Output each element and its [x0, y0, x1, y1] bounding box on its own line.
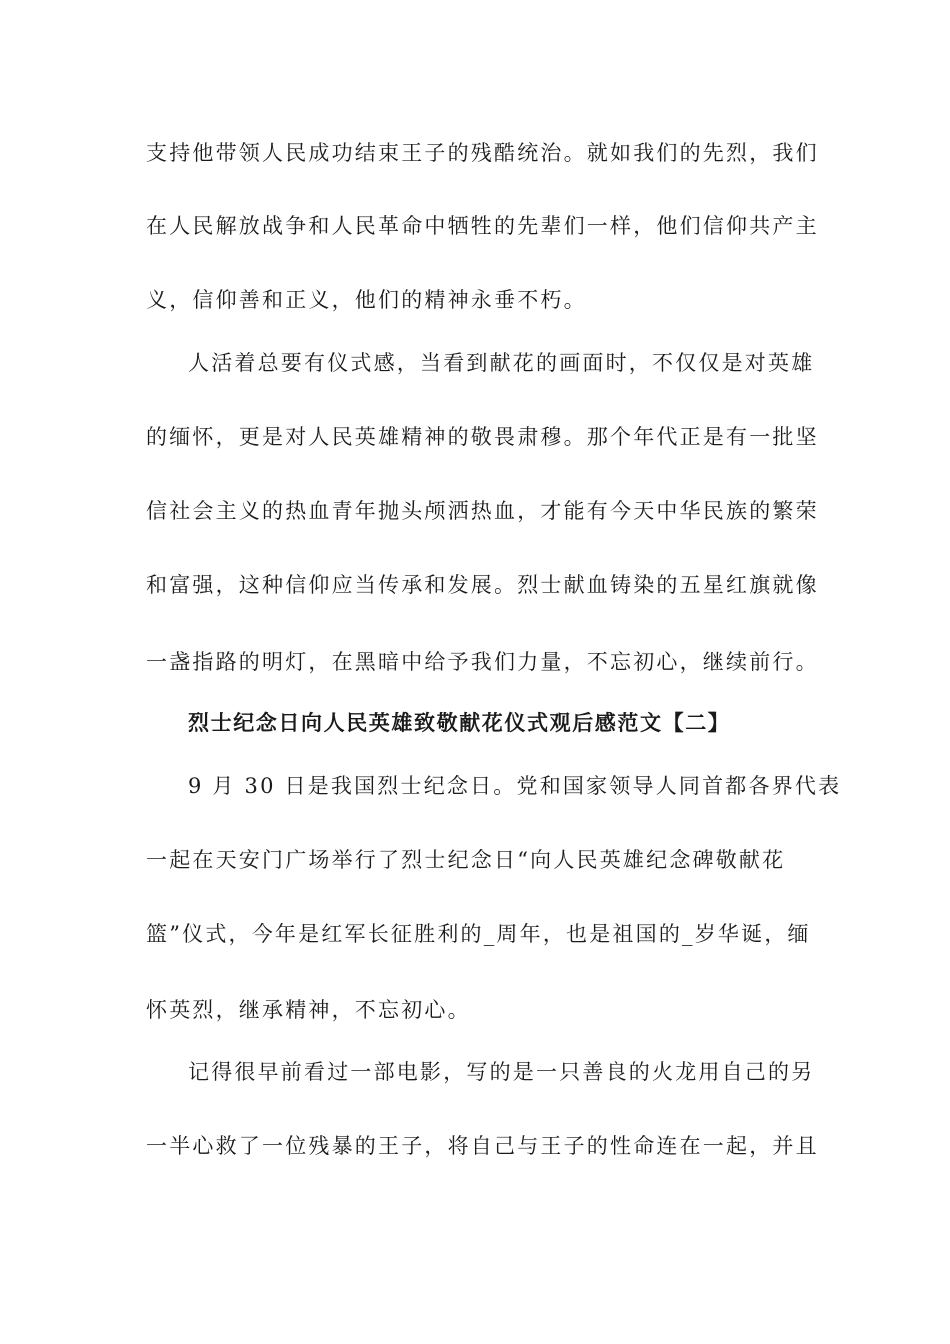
paragraph-line: 信社会主义的热血青年抛头颅洒热血，才能有今天中华民族的繁荣	[146, 499, 819, 523]
section-heading: 烈士纪念日向人民英雄致敬献花仪式观后感范文【二】	[188, 710, 731, 735]
paragraph-line: 篮”仪式，今年是红军长征胜利的_周年，也是祖国的_岁华诞，缅	[146, 922, 811, 946]
paragraph-line: 在人民解放战争和人民革命中牺牲的先辈们一样，他们信仰共产主	[146, 214, 819, 238]
paragraph-line: 一盏指路的明灯，在黑暗中给予我们力量，不忘初心，继续前行。	[146, 650, 819, 674]
paragraph-line: 的缅怀，更是对人民英雄精神的敬畏肃穆。那个年代正是有一批坚	[146, 425, 819, 449]
paragraph-line: 和富强，这种信仰应当传承和发展。烈士献血铸染的五星红旗就像	[146, 573, 819, 597]
paragraph-line: 9 月 30 日是我国烈士纪念日。党和国家领导人同首都各界代表	[188, 774, 842, 798]
paragraph-line: 怀英烈，继承精神，不忘初心。	[146, 998, 471, 1022]
paragraph-line: 义，信仰善和正义，他们的精神永垂不朽。	[146, 288, 587, 312]
paragraph-line: 一半心救了一位残暴的王子，将自己与王子的性命连在一起，并且	[146, 1134, 819, 1158]
paragraph-line: 人活着总要有仪式感，当看到献花的画面时，不仅仅是对英雄	[188, 351, 815, 375]
paragraph-line: 一起在天安门广场举行了烈士纪念日“向人民英雄纪念碑敬献花	[146, 848, 786, 872]
paragraph-line: 支持他带领人民成功结束王子的残酷统治。就如我们的先烈，我们	[146, 141, 819, 165]
paragraph-line: 记得很早前看过一部电影，写的是一只善良的火龙用自己的另	[188, 1060, 815, 1084]
